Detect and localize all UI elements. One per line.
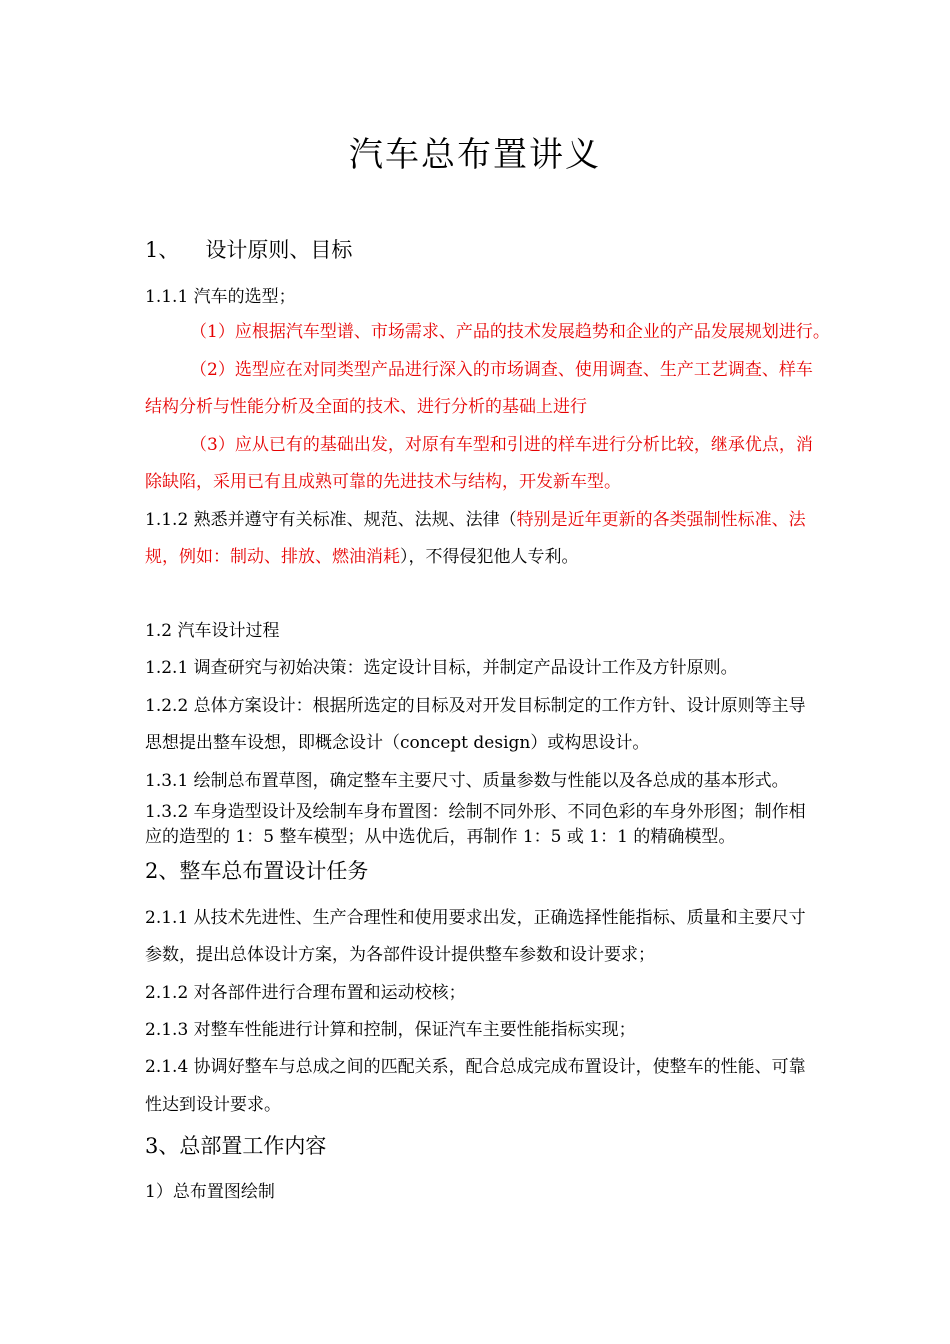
para-1-1-1-item-2-line-1: （2）选型应在对同类型产品进行深入的市场调查、使用调查、生产工艺调查、样车 bbox=[190, 360, 813, 380]
para-1-1-1-item-3-line-2: 除缺陷，采用已有且成熟可靠的先进技术与结构，开发新车型。 bbox=[145, 472, 621, 492]
para-1-1-2-black-part: 1.1.2 熟悉并遵守有关标准、规范、法规、法律（ bbox=[145, 510, 517, 530]
para-1-1-2-black-part-2: ），不得侵犯他人专利。 bbox=[400, 547, 579, 567]
para-1-1-1-item-3-line-1: （3）应从已有的基础出发，对原有车型和引进的样车进行分析比较，继承优点，消 bbox=[190, 435, 813, 455]
para-1-3-1: 1.3.1 绘制总布置草图，确定整车主要尺寸、质量参数与性能以及各总成的基本形式。 bbox=[145, 771, 789, 791]
para-1-1-1-item-1: （1）应根据汽车型谱、市场需求、产品的技术发展趋势和企业的产品发展规划进行。 bbox=[190, 322, 830, 342]
para-1-1-2-line-1 bbox=[145, 512, 806, 529]
section-1-heading bbox=[145, 240, 352, 261]
para-1-1-2-line-2 bbox=[145, 549, 579, 566]
para-2-1-4-line-1: 2.1.4 协调好整车与总成之间的匹配关系，配合总成完成布置设计，使整车的性能、可靠 bbox=[145, 1057, 806, 1077]
para-2-1-3: 2.1.3 对整车性能进行计算和控制，保证汽车主要性能指标实现； bbox=[145, 1020, 636, 1040]
para-2-1-4-line-2: 性达到设计要求。 bbox=[145, 1095, 281, 1115]
section-3-heading: 3、总部置工作内容 bbox=[145, 1134, 327, 1158]
section-1-title: 设计原则、目标 bbox=[205, 238, 353, 262]
para-1-1-1: 1.1.1 汽车的选型； bbox=[145, 287, 296, 307]
para-1-3-2-line-2: 应的造型的 1：5 整车模型；从中选优后，再制作 1：5 或 1：1 的精确模型。 bbox=[145, 827, 736, 847]
para-1-1-2-red-part-2: 规，例如：制动、排放、燃油消耗 bbox=[145, 547, 400, 567]
section-2-heading: 2、整车总布置设计任务 bbox=[145, 859, 369, 883]
para-2-1-1-line-2: 参数，提出总体设计方案，为各部件设计提供整车参数和设计要求； bbox=[145, 945, 655, 965]
para-3-1: 1）总布置图绘制 bbox=[145, 1182, 275, 1202]
section-1-number: 1、 bbox=[145, 238, 180, 262]
para-2-1-2: 2.1.2 对各部件进行合理布置和运动校核； bbox=[145, 983, 466, 1003]
para-1-2-1: 1.2.1 调查研究与初始决策：选定设计目标，并制定产品设计工作及方针原则。 bbox=[145, 658, 738, 678]
document-title: 汽车总布置讲义 bbox=[349, 135, 601, 175]
para-1-2-2-line-2: 思想提出整车设想，即概念设计（concept design）或构思设计。 bbox=[145, 733, 650, 753]
para-1-1-1-item-2-line-2: 结构分析与性能分析及全面的技术、进行分析的基础上进行 bbox=[145, 397, 587, 417]
para-1-2-2-line-1: 1.2.2 总体方案设计：根据所选定的目标及对开发目标制定的工作方针、设计原则等主导 bbox=[145, 696, 806, 716]
para-1-1-2-red-part: 特别是近年更新的各类强制性标准、法 bbox=[516, 510, 806, 530]
para-1-2: 1.2 汽车设计过程 bbox=[145, 621, 280, 641]
para-1-3-2-line-1: 1.3.2 车身造型设计及绘制车身布置图：绘制不同外形、不同色彩的车身外形图；制作相 bbox=[145, 802, 806, 822]
para-2-1-1-line-1: 2.1.1 从技术先进性、生产合理性和使用要求出发，正确选择性能指标、质量和主要尺寸 bbox=[145, 908, 806, 928]
